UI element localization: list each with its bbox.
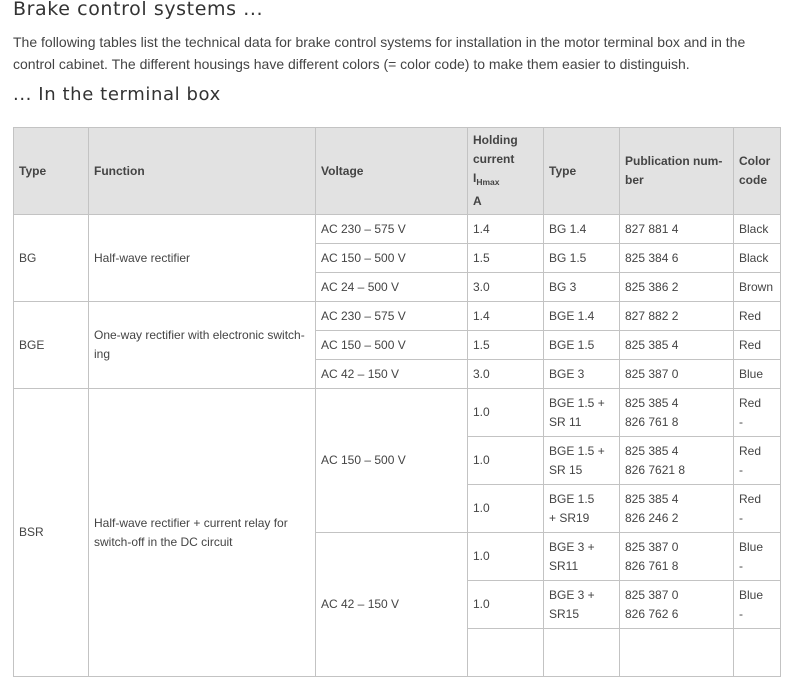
cell-current: 1.4 bbox=[468, 302, 544, 331]
header-type2: Type bbox=[544, 128, 620, 215]
cell-function bbox=[89, 302, 316, 389]
cell-color: Red bbox=[734, 302, 781, 331]
cell-color bbox=[734, 389, 781, 437]
cell-device-type bbox=[544, 533, 620, 581]
cell-color: Brown bbox=[734, 273, 781, 302]
header-holding-line2: current bbox=[473, 152, 515, 166]
cell-color-line2: - bbox=[739, 558, 743, 573]
cell-type: BGE bbox=[14, 302, 89, 389]
cell-color bbox=[734, 581, 781, 629]
cell-device-type-line2: SR 11 bbox=[549, 414, 582, 429]
cell-color-line2: - bbox=[739, 414, 743, 429]
cell-color-line1: Red bbox=[739, 395, 762, 410]
cell-device-type bbox=[544, 629, 620, 677]
cell-current bbox=[468, 629, 544, 677]
cell-color bbox=[734, 485, 781, 533]
cell-publication bbox=[620, 389, 734, 437]
cell-publication: 825 387 0 bbox=[620, 360, 734, 389]
cell-function-line2: ing bbox=[94, 347, 111, 361]
header-pub-line2: ber bbox=[625, 173, 644, 187]
cell-current: 1.0 bbox=[468, 581, 544, 629]
header-pub-line1: Publication num- bbox=[625, 154, 723, 168]
cell-device-type bbox=[544, 485, 620, 533]
cell-color: Black bbox=[734, 244, 781, 273]
cell-publication-line1: 825 385 4 bbox=[625, 443, 679, 458]
page-title: Brake control systems ... bbox=[13, 0, 264, 20]
section-title: ... In the terminal box bbox=[13, 84, 221, 105]
cell-device-type: BG 1.5 bbox=[544, 244, 620, 273]
cell-voltage: AC 150 – 500 V bbox=[316, 331, 468, 360]
header-holding-line1: Holding bbox=[473, 133, 518, 147]
cell-voltage: AC 150 – 500 V bbox=[316, 389, 468, 533]
cell-publication-line1: 825 385 4 bbox=[625, 491, 679, 506]
cell-publication: 825 384 6 bbox=[620, 244, 734, 273]
cell-device-type: BG 3 bbox=[544, 273, 620, 302]
cell-current: 1.0 bbox=[468, 485, 544, 533]
cell-color-line2: - bbox=[739, 510, 743, 525]
cell-voltage: AC 42 – 150 V bbox=[316, 533, 468, 677]
table-row bbox=[14, 389, 781, 437]
cell-voltage: AC 24 – 500 V bbox=[316, 273, 468, 302]
header-holding-subscript: Hmax bbox=[476, 177, 500, 187]
cell-type: BSR bbox=[14, 389, 89, 677]
cell-type: BG bbox=[14, 215, 89, 302]
cell-device-type: BGE 1.4 bbox=[544, 302, 620, 331]
cell-current: 1.5 bbox=[468, 244, 544, 273]
header-color-line1: Color bbox=[739, 154, 771, 168]
cell-color-line1: Blue bbox=[739, 587, 764, 602]
cell-device-type: BGE 3 bbox=[544, 360, 620, 389]
intro-paragraph: The following tables list the technical data for brake control systems for installation in the motor terminal box and in the control cabinet. The different housings have different colors (= color code) to make them easier to distinguish. bbox=[13, 34, 746, 72]
cell-device-type-line1: BGE 1.5 + bbox=[549, 443, 605, 458]
cell-publication bbox=[620, 629, 734, 677]
header-holding-i: I bbox=[473, 171, 477, 185]
cell-current: 1.0 bbox=[468, 533, 544, 581]
cell-function: Half-wave rectifier bbox=[89, 215, 316, 302]
cell-current: 3.0 bbox=[468, 273, 544, 302]
cell-device-type: BG 1.4 bbox=[544, 215, 620, 244]
brake-control-table bbox=[13, 127, 781, 677]
header-color-line2: code bbox=[739, 173, 768, 187]
cell-publication: 825 385 4 bbox=[620, 331, 734, 360]
cell-voltage: AC 42 – 150 V bbox=[316, 360, 468, 389]
cell-function-line2: switch-off in the DC circuit bbox=[94, 534, 233, 549]
cell-device-type-line1: BGE 1.5 bbox=[549, 491, 595, 506]
header-holding-current bbox=[468, 128, 544, 215]
cell-color-line2: - bbox=[739, 606, 743, 621]
cell-device-type-line2: SR15 bbox=[549, 606, 580, 621]
table-row bbox=[14, 215, 781, 244]
cell-voltage: AC 230 – 575 V bbox=[316, 302, 468, 331]
table-header-row bbox=[14, 128, 781, 215]
cell-device-type bbox=[544, 437, 620, 485]
cell-publication-line2: 826 761 8 bbox=[625, 558, 679, 573]
cell-color: Red bbox=[734, 331, 781, 360]
cell-color bbox=[734, 437, 781, 485]
table-row bbox=[14, 302, 781, 331]
cell-device-type bbox=[544, 581, 620, 629]
cell-current: 1.5 bbox=[468, 331, 544, 360]
cell-current: 1.0 bbox=[468, 389, 544, 437]
cell-device-type-line2: SR 15 bbox=[549, 462, 583, 477]
cell-publication-line2: 826 246 2 bbox=[625, 510, 679, 525]
header-holding-unit: A bbox=[473, 194, 482, 208]
cell-publication: 825 386 2 bbox=[620, 273, 734, 302]
cell-current: 1.4 bbox=[468, 215, 544, 244]
cell-color-line1: Blue bbox=[739, 539, 764, 554]
cell-publication-line1: 825 387 0 bbox=[625, 587, 679, 602]
cell-publication bbox=[620, 437, 734, 485]
cell-color bbox=[734, 533, 781, 581]
cell-color: Blue bbox=[734, 360, 781, 389]
cell-device-type-line1: BGE 3 + bbox=[549, 587, 595, 602]
cell-function-line1: Half-wave rectifier + current relay for bbox=[94, 515, 288, 530]
cell-publication-line1: 825 385 4 bbox=[625, 395, 679, 410]
cell-publication-line2: 826 761 8 bbox=[625, 414, 679, 429]
header-color-code bbox=[734, 128, 781, 215]
cell-current: 3.0 bbox=[468, 360, 544, 389]
cell-function bbox=[89, 389, 316, 677]
cell-publication bbox=[620, 533, 734, 581]
header-type: Type bbox=[14, 128, 89, 215]
cell-publication-line2: 826 7621 8 bbox=[625, 462, 686, 477]
cell-color bbox=[734, 629, 781, 677]
cell-voltage: AC 150 – 500 V bbox=[316, 244, 468, 273]
cell-publication bbox=[620, 485, 734, 533]
cell-device-type: BGE 1.5 bbox=[544, 331, 620, 360]
cell-publication: 827 881 4 bbox=[620, 215, 734, 244]
cell-color: Black bbox=[734, 215, 781, 244]
cell-device-type-line1: BGE 3 + bbox=[549, 539, 595, 554]
cell-publication-line2: 826 762 6 bbox=[625, 606, 679, 621]
cell-publication-line1: 825 387 0 bbox=[625, 539, 679, 554]
header-function: Function bbox=[89, 128, 316, 215]
cell-color-line2: - bbox=[739, 462, 743, 477]
cell-voltage: AC 230 – 575 V bbox=[316, 215, 468, 244]
cell-publication: 827 882 2 bbox=[620, 302, 734, 331]
cell-current: 1.0 bbox=[468, 437, 544, 485]
cell-device-type bbox=[544, 389, 620, 437]
cell-color-line1: Red bbox=[739, 443, 762, 458]
cell-device-type-line2: SR11 bbox=[549, 558, 579, 573]
header-holding-symbol bbox=[473, 169, 538, 192]
header-publication-number bbox=[620, 128, 734, 215]
cell-function-line1: One-way rectifier with electronic switch- bbox=[94, 328, 305, 342]
header-voltage: Voltage bbox=[316, 128, 468, 215]
cell-device-type-line2: + SR19 bbox=[549, 510, 590, 525]
cell-device-type-line1: BGE 1.5 + bbox=[549, 395, 605, 410]
cell-publication bbox=[620, 581, 734, 629]
cell-color-line1: Red bbox=[739, 491, 762, 506]
